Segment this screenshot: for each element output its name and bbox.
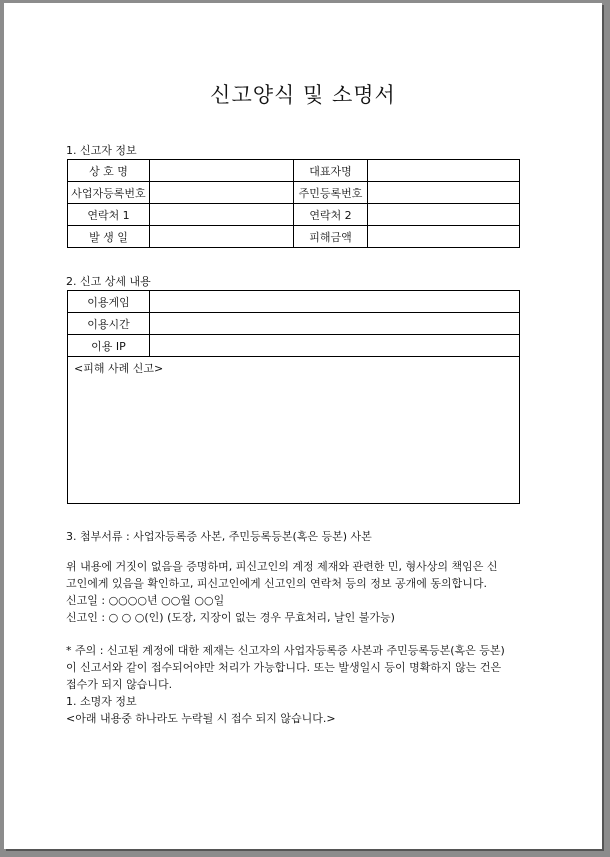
label-occurrence-date: 발 생 일 <box>68 226 150 248</box>
reporter-signature-line: 신고인 : ○ ○ ○(인) (도장, 지장이 없는 경우 무효처리, 날인 불가능) <box>66 611 395 624</box>
section-1-heading: 1. 신고자 정보 <box>66 144 137 157</box>
section-4-heading: 1. 소명자 정보 <box>66 695 137 708</box>
section-2-heading: 2. 신고 상세 내용 <box>66 275 151 288</box>
table-row <box>68 160 520 182</box>
resident-number-field[interactable] <box>368 182 520 204</box>
damage-case-textarea[interactable] <box>67 356 520 504</box>
table-row <box>68 291 520 313</box>
occurrence-date-field[interactable] <box>150 226 294 248</box>
notice-line-3: 접수가 되지 않습니다. <box>66 678 173 691</box>
report-detail-table <box>67 290 520 357</box>
damage-case-label: <피해 사례 신고> <box>74 362 164 375</box>
label-business-number: 사업자등록번호 <box>68 182 150 204</box>
label-usage-time: 이용시간 <box>68 313 150 335</box>
label-contact-2: 연락처 2 <box>294 204 368 226</box>
table-row <box>68 335 520 357</box>
section-3-heading: 3. 첨부서류 : 사업자등록증 사본, 주민등록등본(혹은 등본) 사본 <box>66 530 372 543</box>
table-row <box>68 182 520 204</box>
damage-amount-field[interactable] <box>368 226 520 248</box>
business-number-field[interactable] <box>150 182 294 204</box>
section-4-note: <아래 내용중 하나라도 누락될 시 접수 되지 않습니다.> <box>66 712 336 725</box>
label-usage-ip: 이용 IP <box>68 335 150 357</box>
label-damage-amount: 피해금액 <box>294 226 368 248</box>
table-row <box>68 226 520 248</box>
notice-line-1: * 주의 : 신고된 계정에 대한 제재는 신고자의 사업자등록증 사본과 주민등록등본(혹은 등본) <box>66 644 505 657</box>
label-company-name: 상 호 명 <box>68 160 150 182</box>
declaration-line-2: 고인에게 있음을 확인하고, 피신고인에게 신고인의 연락처 등의 정보 공개에 동의합니다. <box>66 577 487 590</box>
declaration-line-1: 위 내용에 거짓이 없음을 증명하며, 피신고인의 계정 제재와 관련한 민, 형사상의 책임은 신 <box>66 560 498 573</box>
usage-time-field[interactable] <box>150 313 520 335</box>
contact-2-field[interactable] <box>368 204 520 226</box>
company-name-field[interactable] <box>150 160 294 182</box>
table-row <box>68 204 520 226</box>
reporter-info-table <box>67 159 520 248</box>
page-title: 신고양식 및 소명서 <box>210 83 396 107</box>
label-contact-1: 연락처 1 <box>68 204 150 226</box>
label-resident-number: 주민등록번호 <box>294 182 368 204</box>
contact-1-field[interactable] <box>150 204 294 226</box>
representative-field[interactable] <box>368 160 520 182</box>
game-used-field[interactable] <box>150 291 520 313</box>
table-row <box>68 313 520 335</box>
notice-line-2: 이 신고서와 같이 접수되어야만 처리가 가능합니다. 또는 발생일시 등이 명확하지 않는 건은 <box>66 661 502 674</box>
document-page <box>4 3 602 849</box>
label-game-used: 이용게임 <box>68 291 150 313</box>
report-date-line: 신고일 : ○○○○년 ○○월 ○○일 <box>66 594 225 607</box>
usage-ip-field[interactable] <box>150 335 520 357</box>
label-representative: 대표자명 <box>294 160 368 182</box>
